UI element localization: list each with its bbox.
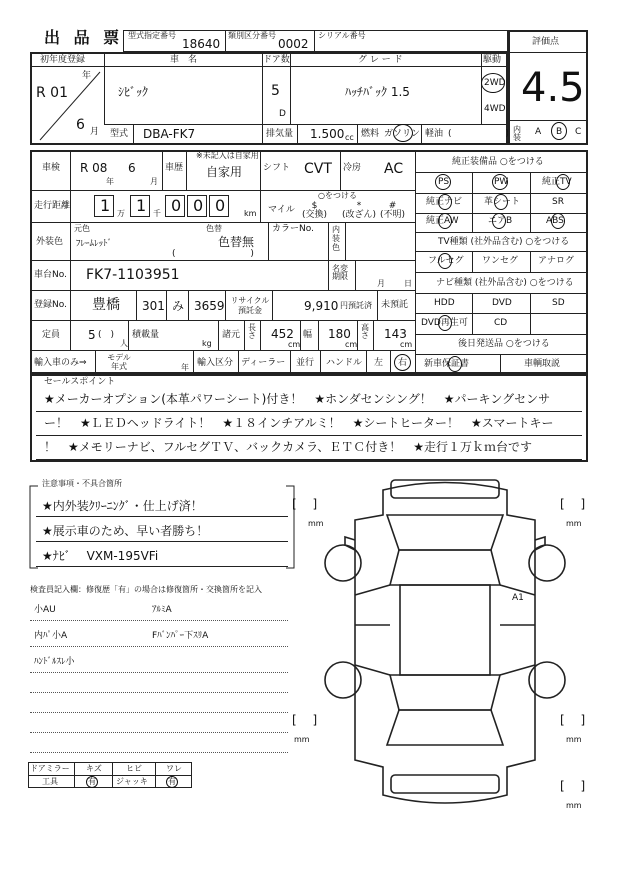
mileage-digit-value: 1 [136,196,147,215]
equip-pw-circle [492,174,508,190]
diagram-annotation: A1 [512,593,524,603]
shift-label: シフト [263,163,291,173]
reg-area: 豊橋 [92,297,120,313]
legend-cell: キズ [86,764,102,773]
recycle-value: 9,910 [304,299,339,313]
car-name-value: ｼﾋﾞｯｸ [118,85,149,99]
fuel-value[interactable]: ガソリン [384,129,421,139]
equip-airbag[interactable]: エアB [488,216,513,226]
mileage-digit-value: 0 [171,196,182,215]
tire-bracket-fr: [ ] [560,497,586,511]
length-unit: cm [288,340,301,349]
equip-leather[interactable]: 革シート [484,197,521,207]
model-year-label: モデル年式 [107,353,131,371]
navi-dvd-play-circle [438,315,452,331]
first-reg-year-unit: 年 [82,71,92,81]
recycle-status: 円預託済 [340,301,372,310]
drive-label: 駆動 [483,55,502,65]
serial-label: シリアル番号 [318,31,366,40]
inspection-year: R 08 [80,161,108,175]
tire-bracket-fl: [ ] [292,497,318,511]
later-warranty-circle [448,356,462,372]
legend-jack-circle [166,776,178,788]
reg-label: 登録No. [34,300,67,310]
tv-fullseg-circle [438,253,452,269]
notes-line: ★内外装ｸﾘｰﾆﾝｸﾞ・仕上げ済！ [42,499,203,513]
mileage-unit-man: 万 [117,209,125,218]
equip-navi-circle [438,194,452,210]
sales-label: セールスポイント [44,377,116,387]
legend-cell: ヒビ [126,764,142,773]
tire-bracket-spare: [ ] [560,779,586,793]
handle-label: ハンドル [326,358,363,368]
legend-cell: ジャッキ [116,777,148,786]
model-year-unit: 年 [181,363,189,372]
tire-bracket-rr: [ ] [560,713,586,727]
interior-grade-a[interactable]: A [535,127,542,137]
length-label: 長さ [248,323,256,340]
inspection-year-unit: 年 [106,177,114,186]
later-manual[interactable]: 車輌取説 [524,359,561,369]
equip-tv[interactable]: 純正TV [542,177,572,187]
chassis-value: FK7-1103951 [86,267,180,283]
import-class-label: 輸入区分 [197,358,234,368]
usage-value: 自家用 [206,165,243,179]
capacity-unit: 人 [120,339,128,348]
displacement-label: 排気量 [266,129,294,139]
color-original-label: 元色 [74,224,90,233]
interior-grade-b[interactable]: B [556,127,563,137]
notes-line: ★展示車のため、早い者勝ち！ [42,524,209,538]
legend-cell: 有 [88,777,96,786]
tv-title: TV種類 (社外品含む) ○をつける [438,237,570,247]
equip-pw[interactable]: PW [494,177,509,187]
displacement-value: 1.500 [310,127,345,141]
tire-unit: mm [566,519,582,528]
name-change-label: 名変期限 [332,264,348,281]
grade-label: グ レ ー ド [358,55,403,65]
tire-unit: mm [294,735,310,744]
handle-right[interactable]: 右 [398,358,408,368]
mileage-unit-km: km [244,209,257,218]
color-current-paren: ( ) [172,249,254,259]
mileage-circle-note: ○をつける [318,191,357,200]
later-title: 後日発送品 ○をつける [458,339,550,349]
navi-sd[interactable]: SD [552,298,565,308]
car-diagram [295,475,595,815]
tv-fullseg[interactable]: フルセグ [428,256,464,266]
handle-right-circle [394,354,411,371]
inspector-entry: ﾊﾝﾄﾞﾙｽﾚ小 [34,657,75,667]
notes-label: 注意事項・不具合箇所 [42,479,122,488]
color-current-value: 色替無 [218,235,255,249]
aircon-value: AC [384,161,404,177]
light-oil-label: 軽油 [425,129,444,139]
tire-unit: mm [566,801,582,810]
inspection-month: 6 [128,161,136,175]
equip-navi[interactable]: 純正ナビ [426,197,463,207]
first-reg-month-unit: 月 [90,127,100,137]
mileage-option-unknown[interactable]: # (不明) [380,201,406,220]
model-type-value: DBA-FK7 [143,127,196,141]
width-unit: cm [345,340,358,349]
legend-cell: 工具 [42,777,58,786]
equip-aw[interactable]: 純正AW [426,216,459,226]
height-label: 高さ [361,323,369,340]
legend-tools-circle [86,776,98,788]
equip-aw-circle [438,213,452,229]
page-title: 出 品 票 [44,28,124,47]
category-value: 0002 [278,37,309,51]
color-no-label: カラーNo. [272,224,314,234]
width-value: 180 [328,327,351,341]
mileage-option-mile[interactable]: マイル [268,205,295,215]
displacement-unit: cc [345,133,354,142]
color-original-value: ﾌﾚｰﾑﾚｯﾄﾞ [76,239,113,249]
capacity-paren: ( ) [98,330,115,340]
navi-cd[interactable]: CD [494,318,508,328]
model-spec-label: 型式指定番号 [128,31,176,40]
fuel-label: 燃料 [361,129,380,139]
navi-title: ナビ種類 (社外品含む) ○をつける [436,278,574,288]
name-change-day: 日 [404,279,412,288]
equip-tv-circle [556,174,570,190]
handle-left[interactable]: 左 [374,358,384,368]
load-unit: kg [202,339,212,348]
interior-grade-circle [551,122,567,140]
equip-ps-circle [435,174,451,190]
capacity-label: 定員 [42,330,61,340]
fuel-circle [393,124,413,142]
mileage-option-exchange[interactable]: $ (交換) [302,201,328,220]
sales-line: ！ ★メモリーナビ、フルセグＴＶ、バックカメラ、ＥＴＣ付き！ ★走行１万ｋｍ台です [44,440,532,454]
model-type-label: 型式 [110,129,129,139]
rating-value: 4.5 [521,65,585,111]
first-reg-year: R 01 [36,85,68,101]
inspector-entry: 小AU [34,605,56,615]
inspector-label: 検査員記入欄：修復歴「有」の場合は修復箇所・交換箇所を記入 [30,585,262,594]
mileage-label: 走行距離 [34,201,71,211]
reg-kana: み [172,299,185,313]
recycle-unpaid[interactable]: 未預託 [381,300,409,310]
mileage-digit-value: 0 [215,196,226,215]
interior-label: 内装 [513,125,521,142]
interior-grade-c[interactable]: C [575,127,582,137]
dim-label: 諸元 [222,330,241,340]
color-label: 外装色 [36,237,64,247]
mileage-unit-sen: 千 [153,209,161,218]
width-label: 幅 [303,330,313,340]
height-unit: cm [400,340,413,349]
height-value: 143 [384,327,407,341]
first-reg-month: 6 [76,117,85,133]
tv-oneseg[interactable]: ワンセグ [482,256,519,266]
tire-unit: mm [308,519,324,528]
doors-suffix: D [279,109,286,119]
later-warranty[interactable]: 新車保証書 [424,359,470,369]
equip-airbag-circle [492,213,506,229]
chassis-label: 車台No. [34,270,67,280]
equip-abs[interactable]: ABS [546,216,564,226]
inspector-entry: 内ﾊﾟ小A [34,631,68,641]
drive-2wd[interactable]: 2WD [484,78,506,88]
navi-dvd[interactable]: DVD [492,298,512,308]
usage-note: ※未記入は自家用 [196,151,259,160]
usage-label: 車歴 [165,163,184,173]
reg-number: 3659 [194,299,225,313]
car-name-label: 車 名 [170,55,198,65]
inspector-entry: ｱﾙﾐA [152,605,172,615]
header-grid [123,30,508,52]
shift-value: CVT [304,161,332,177]
inspector-entry: Fﾊﾞﾝﾊﾟｰ下ｽﾘA [152,631,209,641]
tire-unit: mm [566,735,582,744]
reg-class: 301 [142,299,165,313]
doors-label: ドア数 [263,55,290,65]
name-change-month: 月 [377,279,385,288]
interior-color-label: 内装色 [332,225,340,252]
sales-line: ★メーカーオプション(本革パワーシート)付き！ ★ホンダセンシング！ ★パーキングセンサ [44,392,551,406]
first-reg-label: 初年度登録 [40,55,86,65]
equip-leather-circle [494,194,508,210]
category-label: 類別区分番号 [228,31,276,40]
dealer-label[interactable]: ディーラー [241,358,286,368]
aircon-label: 冷房 [343,163,362,173]
grade-value: ﾊｯﾁﾊﾞｯｸ 1.5 [345,85,410,99]
legend-cell: ワレ [166,764,182,773]
fuel-other: ( ) [448,129,510,139]
rating-label: 評価点 [532,37,560,47]
inspection-label: 車検 [42,163,61,173]
navi-hdd[interactable]: HDD [434,298,455,308]
length-value: 452 [271,327,294,341]
notes-line: ★ﾅﾋﾞ VXM-195VFi [42,549,159,563]
equipment-title: 純正装備品 ○をつける [452,157,544,167]
equip-ps[interactable]: PS [438,177,450,187]
load-label: 積載量 [132,330,160,340]
mileage-option-tamper[interactable]: * (改ざん) [342,201,377,220]
tire-bracket-rl: [ ] [292,713,318,727]
navi-dvd-play[interactable]: DVD再生可 [421,318,468,328]
equip-sr[interactable]: SR [552,197,564,207]
drive-4wd[interactable]: 4WD [484,104,506,114]
inspection-month-unit: 月 [150,177,158,186]
capacity-value: 5 [88,328,96,342]
parallel-label[interactable]: 並行 [296,358,315,368]
legend-cell: 有 [168,777,176,786]
model-spec-value: 18640 [182,37,221,51]
sales-line: ー！ ★ＬＥＤヘッドライト！ ★１８インチアルミ！ ★シートヒーター！ ★スマートキー [44,416,554,430]
mileage-digit-value: 1 [100,196,111,215]
color-current-label: 色替 [206,224,222,233]
import-label: 輸入車のみ⇒ [34,358,87,368]
legend-cell: ドアミラー [30,764,70,773]
doors-value: 5 [271,83,280,99]
equip-abs-circle [551,213,565,229]
drive-2wd-circle [481,73,505,93]
mileage-digit-value: 0 [193,196,204,215]
tv-analog[interactable]: アナログ [538,256,575,266]
recycle-label: リサイクル預託金 [230,296,270,315]
